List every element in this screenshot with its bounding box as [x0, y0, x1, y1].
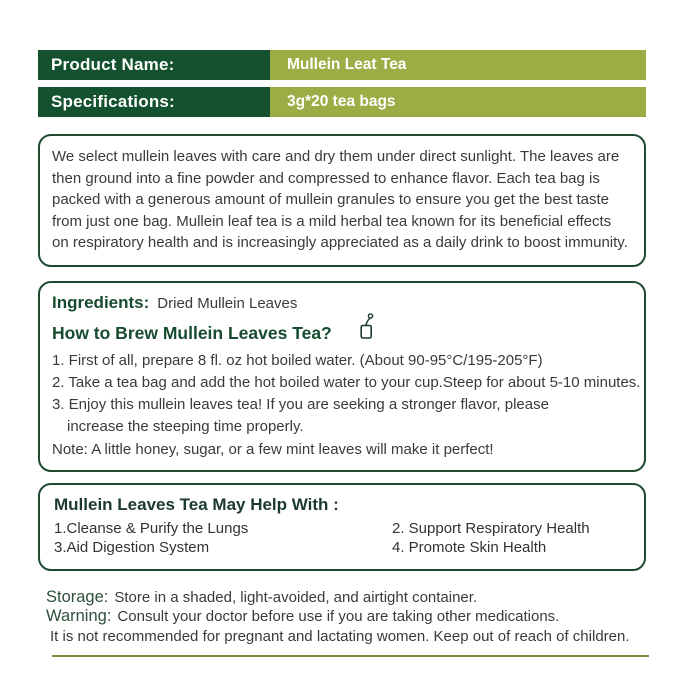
description-line: then ground into a fine powder and compressed to enhance flavor. Each tea bag is	[52, 169, 600, 187]
product-name-row	[38, 50, 646, 80]
description-line: We select mullein leaves with care and dry them under direct sunlight. The leaves are	[52, 148, 620, 165]
ingredients-value: Dried Mullein Leaves	[157, 294, 298, 312]
brew-step-3: 3. Enjoy this mullein leaves tea! If you are seeking a stronger flavor, please	[52, 395, 549, 413]
warning-line	[46, 607, 646, 627]
benefits-title: Mullein Leaves Tea May Help With :	[54, 494, 339, 514]
label-content	[38, 50, 646, 657]
storage-text: Store in a shaded, light-avoided, and airtight container.	[114, 588, 478, 606]
description-line: packed with a generous amount of mullein granules to ensure you get the best taste	[52, 191, 610, 208]
benefit-item-1: 1.Cleanse & Purify the Lungs	[54, 519, 249, 537]
bottom-divider	[52, 655, 649, 657]
footer-section	[38, 588, 646, 658]
warning-text: Consult your doctor before use if you are taking other medications.	[117, 608, 560, 625]
benefit-item-3: 3.Aid Digestion System	[54, 539, 210, 556]
product-name-label: Product Name:	[38, 50, 270, 80]
benefits-grid	[54, 519, 630, 558]
ingredients-label: Ingredients:	[52, 292, 150, 312]
description-line: from just one bag. Mullein leaf tea is a mild herbal tea known for its beneficial effects	[52, 212, 612, 230]
product-name-value: Mullein Leat Tea	[270, 50, 646, 80]
brew-title: How to Brew Mullein Leaves Tea?	[52, 322, 332, 343]
benefit-item-4: 4. Promote Skin Health	[392, 539, 547, 556]
specifications-value: 3g*20 tea bags	[270, 87, 646, 117]
brew-note: Note: A little honey, sugar, or a few mint leaves will make it perfect!	[52, 440, 494, 458]
warning-text-continued: It is not recommended for pregnant and lactating women. Keep out of reach of children.	[50, 627, 630, 645]
brew-step-3-continued: increase the steeping time properly.	[67, 417, 304, 435]
brew-title-row	[52, 316, 632, 350]
brew-box	[38, 281, 646, 472]
warning-label: Warning:	[46, 607, 112, 625]
storage-label: Storage:	[46, 587, 109, 606]
brew-step-2: 2. Take a tea bag and add the hot boiled water to your cup.Steep for about 5-10 minutes.	[52, 373, 641, 391]
benefits-box	[38, 483, 646, 571]
brew-step-1: 1. First of all, prepare 8 fl. oz hot boiled water. (About 90-95°C/195-205°F)	[52, 351, 543, 369]
specifications-row	[38, 87, 646, 117]
specifications-label: Specifications:	[38, 87, 270, 117]
storage-line	[46, 588, 646, 608]
description-line: on respiratory health and is increasingly appreciated as a daily drink to boost immunity.	[52, 234, 628, 251]
benefit-item-2: 2. Support Respiratory Health	[392, 519, 590, 537]
ingredients-line	[52, 290, 632, 316]
warning-line-continued	[46, 627, 646, 647]
description-box	[38, 134, 646, 267]
tea-bag-icon	[358, 313, 375, 350]
